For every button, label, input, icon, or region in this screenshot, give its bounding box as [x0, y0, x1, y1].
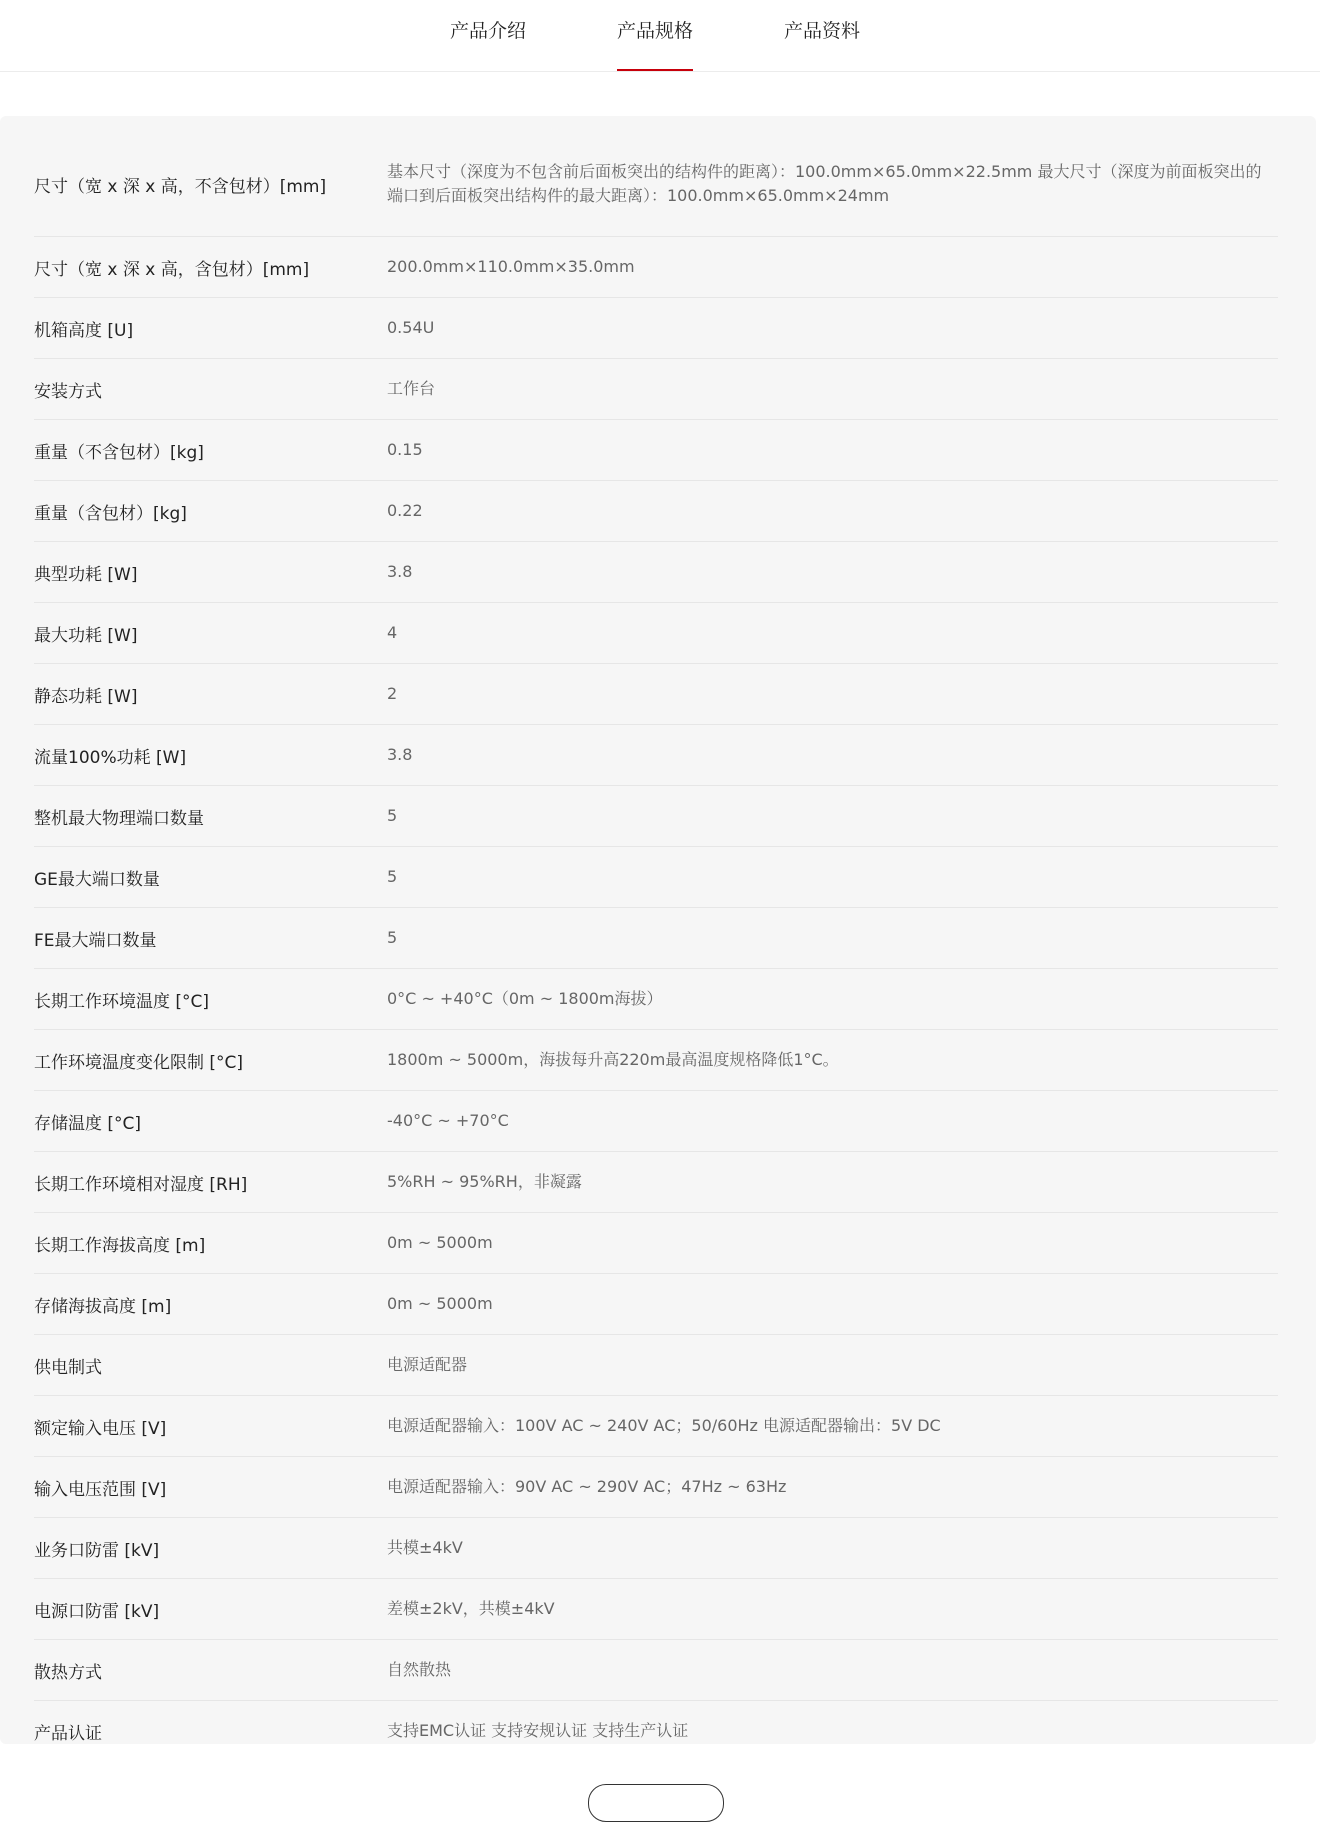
spec-value: 电源适配器 — [387, 1355, 468, 1374]
spec-label: 长期工作海拔高度 [m] — [34, 1235, 206, 1256]
spec-value: 差模±2kV，共模±4kV — [387, 1599, 555, 1618]
spec-row — [34, 481, 1278, 542]
spec-value: 0.54U — [387, 318, 435, 337]
spec-value: 5 — [387, 806, 398, 825]
spec-label: 存储温度 [°C] — [34, 1113, 142, 1134]
spec-row — [34, 786, 1278, 847]
spec-row — [34, 847, 1278, 908]
spec-label: 静态功耗 [W] — [34, 686, 138, 707]
spec-label: 额定输入电压 [V] — [34, 1418, 167, 1439]
spec-row — [34, 664, 1278, 725]
spec-label: 尺寸（宽 x 深 x 高，含包材）[mm] — [34, 259, 310, 280]
spec-value: 0m ~ 5000m — [387, 1233, 493, 1252]
spec-value: 4 — [387, 623, 398, 642]
tab-bar — [0, 0, 1320, 72]
spec-label: 重量（含包材）[kg] — [34, 503, 187, 524]
spec-value: 5 — [387, 867, 398, 886]
spec-row — [34, 1457, 1278, 1518]
spec-row — [34, 1396, 1278, 1457]
spec-value: 电源适配器输入：90V AC ~ 290V AC；47Hz ~ 63Hz — [387, 1477, 787, 1496]
tab-product-intro[interactable]: 产品介绍 — [450, 20, 527, 42]
spec-row — [34, 969, 1278, 1030]
tab-product-specs[interactable]: 产品规格 — [617, 0, 693, 71]
spec-value: 工作台 — [387, 379, 436, 398]
spec-label: FE最大端口数量 — [34, 930, 157, 951]
spec-label: 尺寸（宽 x 深 x 高，不含包材）[mm] — [34, 176, 327, 197]
spec-row — [34, 1213, 1278, 1274]
spec-label: 供电制式 — [34, 1357, 102, 1378]
spec-label: 机箱高度 [U] — [34, 320, 134, 341]
spec-value: 5%RH ~ 95%RH，非凝露 — [387, 1172, 582, 1191]
spec-label: 散热方式 — [34, 1662, 102, 1683]
spec-row — [34, 1274, 1278, 1335]
tab-product-docs[interactable]: 产品资料 — [784, 20, 861, 42]
spec-row — [34, 1701, 1278, 1761]
spec-label: 长期工作环境相对湿度 [RH] — [34, 1174, 248, 1195]
spec-row — [34, 542, 1278, 603]
spec-row — [34, 237, 1278, 298]
spec-value: 电源适配器输入：100V AC ~ 240V AC；50/60Hz 电源适配器输出：5V DC — [387, 1416, 941, 1435]
spec-row — [34, 908, 1278, 969]
spec-row — [34, 359, 1278, 420]
spec-label: 电源口防雷 [kV] — [34, 1601, 160, 1622]
spec-value: 2 — [387, 684, 398, 703]
spec-value: 0m ~ 5000m — [387, 1294, 493, 1313]
spec-label: 产品认证 — [34, 1723, 102, 1744]
spec-value: 1800m ~ 5000m，海拔每升高220m最高温度规格降低1°C。 — [387, 1050, 839, 1069]
spec-row — [34, 1030, 1278, 1091]
spec-label: 存储海拔高度 [m] — [34, 1296, 172, 1317]
spec-value: 200.0mm×110.0mm×35.0mm — [387, 257, 635, 276]
spec-row — [34, 1152, 1278, 1213]
spec-value: 3.8 — [387, 745, 413, 764]
spec-row — [34, 1091, 1278, 1152]
spec-value: 0°C ~ +40°C（0m ~ 1800m海拔） — [387, 989, 663, 1008]
spec-row — [34, 1335, 1278, 1396]
spec-value: 支持EMC认证 支持安规认证 支持生产认证 — [387, 1721, 689, 1740]
spec-row — [34, 132, 1278, 237]
spec-label: 长期工作环境温度 [°C] — [34, 991, 210, 1012]
spec-label: 安装方式 — [34, 381, 102, 402]
spec-label: 输入电压范围 [V] — [34, 1479, 167, 1500]
spec-value: 自然散热 — [387, 1660, 452, 1679]
spec-label: 整机最大物理端口数量 — [34, 808, 204, 829]
spec-value: 共模±4kV — [387, 1538, 463, 1557]
spec-value: -40°C ~ +70°C — [387, 1111, 509, 1130]
spec-label: 业务口防雷 [kV] — [34, 1540, 160, 1561]
spec-label: 流量100%功耗 [W] — [34, 747, 187, 768]
spec-row — [34, 603, 1278, 664]
spec-row — [34, 1518, 1278, 1579]
more-button[interactable] — [588, 1784, 724, 1822]
spec-table — [34, 132, 1278, 1761]
spec-label: 工作环境温度变化限制 [°C] — [34, 1052, 244, 1073]
spec-row — [34, 298, 1278, 359]
spec-value: 0.15 — [387, 440, 423, 459]
spec-row — [34, 1640, 1278, 1701]
spec-value: 0.22 — [387, 501, 423, 520]
spec-row — [34, 725, 1278, 786]
spec-value: 3.8 — [387, 562, 413, 581]
spec-value: 5 — [387, 928, 398, 947]
spec-label: GE最大端口数量 — [34, 869, 160, 890]
spec-value: 基本尺寸（深度为不包含前后面板突出的结构件的距离）：100.0mm×65.0mm×22.5mm 最大尺寸（深度为前面板突出的端口到后面板突出结构件的最大距离）：100.0mm×65.0mm×24mm — [387, 162, 1262, 205]
spec-label: 重量（不含包材）[kg] — [34, 442, 204, 463]
spec-label: 最大功耗 [W] — [34, 625, 138, 646]
spec-row — [34, 1579, 1278, 1640]
spec-panel — [0, 116, 1316, 1744]
spec-row — [34, 420, 1278, 481]
spec-label: 典型功耗 [W] — [34, 564, 138, 585]
